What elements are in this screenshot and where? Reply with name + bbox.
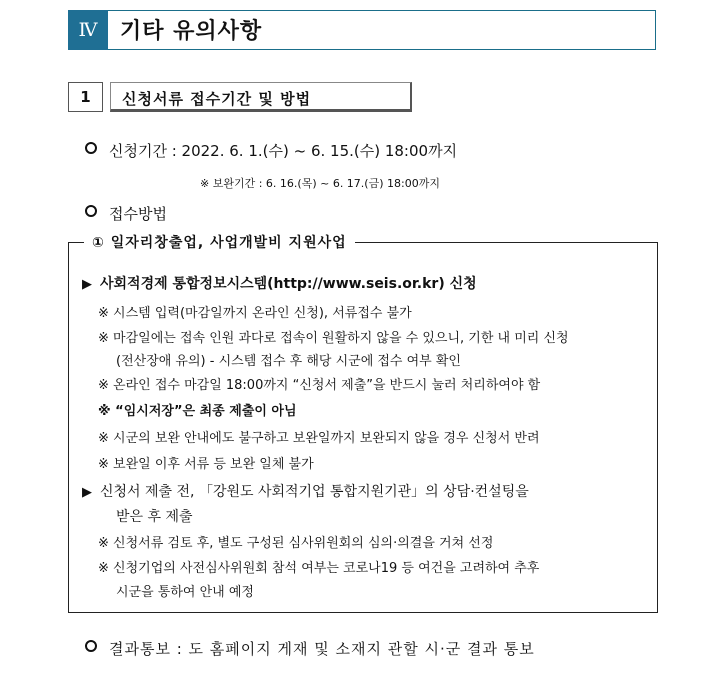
point-1-text: 사회적경제 통합정보시스템(http://www.seis.or.kr) 신청 <box>100 276 477 292</box>
triangle-bullet-icon: ▶ <box>82 485 92 500</box>
application-period-text: 신청기간 : 2022. 6. 1.(수) ~ 6. 15.(수) 18:00까지 <box>109 142 458 160</box>
point-2-text: 신청서 제출 전, 「강원도 사회적기업 통합지원기관」의 상담·컨설팅을 <box>100 484 529 500</box>
circle-bullet-icon <box>85 640 97 652</box>
note-line: ※ 신청기업의 사전심사위원회 참석 여부는 코로나19 등 여건을 고려하여 추후 <box>98 561 540 576</box>
circle-bullet-icon <box>85 142 97 154</box>
point-2-continued: 받은 후 제출 <box>116 509 193 525</box>
subsection-title: 신청서류 접수기간 및 방법 <box>122 90 312 108</box>
method-text: 접수방법 <box>109 205 167 223</box>
method-box-label: ① 일자리창출업, 사업개발비 지원사업 <box>84 232 355 252</box>
note-line: ※ 시스템 입력(마감일까지 온라인 신청), 서류접수 불가 <box>98 306 412 321</box>
circle-bullet-icon <box>85 205 97 217</box>
note-line-continued: 시군을 통하여 안내 예정 <box>116 585 254 600</box>
method-line <box>85 203 167 224</box>
note-line: ※ 온라인 접수 마감일 18:00까지 “신청서 제출”을 반드시 눌러 처리하여야 함 <box>98 378 541 393</box>
result-line <box>85 638 535 659</box>
note-line-continued: (전산장애 유의) - 시스템 접수 후 해당 시군에 접수 여부 확인 <box>116 354 461 369</box>
note-line: ※ 신청서류 검토 후, 별도 구성된 심사위원회의 심의·의결을 거쳐 선정 <box>98 536 494 551</box>
period-note: ※ 보완기간 : 6. 16.(목) ~ 6. 17.(금) 18:00까지 <box>200 177 440 190</box>
note-line: ※ 보완일 이후 서류 등 보완 일체 불가 <box>98 457 314 472</box>
application-period-line <box>85 140 457 161</box>
result-text: 결과통보 : 도 홈페이지 게재 및 소재지 관할 시·군 결과 통보 <box>109 640 535 658</box>
triangle-bullet-icon: ▶ <box>82 277 92 292</box>
note-line: ※ “임시저장”은 최종 제출이 아님 <box>98 404 297 419</box>
subsection-number: 1 <box>68 82 103 112</box>
section-title: 기타 유의사항 <box>120 19 263 44</box>
point-2 <box>82 481 529 501</box>
note-line: ※ 시군의 보완 안내에도 불구하고 보완일까지 보완되지 않을 경우 신청서 반려 <box>98 431 540 446</box>
note-line: ※ 마감일에는 접속 인원 과다로 접속이 원활하지 않을 수 있으니, 기한 내 미리 신청 <box>98 331 569 346</box>
point-1 <box>82 273 477 293</box>
section-number: Ⅳ <box>68 10 108 50</box>
